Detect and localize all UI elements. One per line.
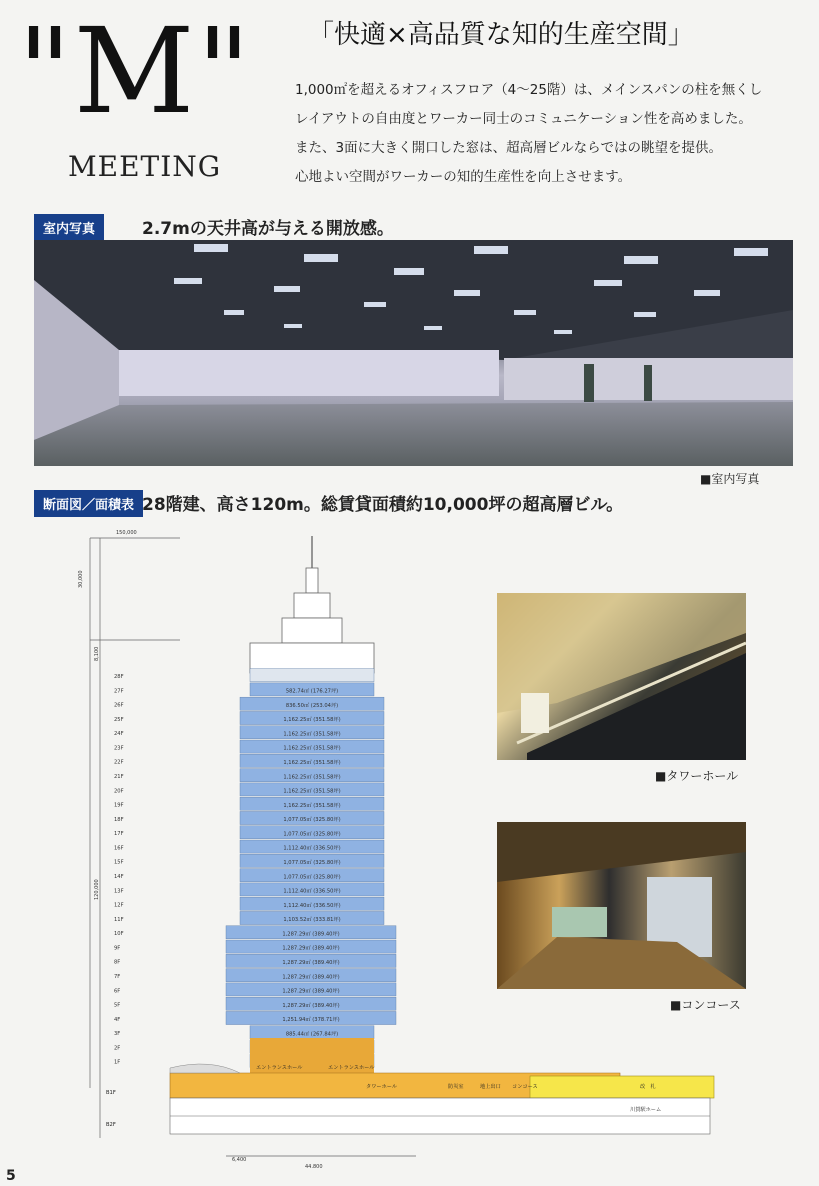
catchphrase: 「快適×高品質な知的生産空間」 [308, 20, 694, 50]
label-concourse: コンコース [512, 1084, 538, 1090]
concourse-photo [497, 822, 746, 989]
floor-label: 10F [114, 931, 124, 938]
floor-label: 13F [114, 888, 124, 895]
floor-label: 6F [114, 988, 121, 995]
dim-total: 120,000 [94, 879, 100, 900]
floor-label: 12F [114, 902, 124, 909]
dim-top: 150,000 [116, 530, 137, 536]
floor-area: 1,162.25㎡ (351.58坪) [283, 717, 341, 724]
floor-area: 1,103.52㎡ (333.81坪) [283, 917, 341, 924]
floor-label: 7F [114, 974, 121, 980]
label-b1f: B1F [106, 1090, 116, 1096]
floor-area: 1,112.40㎡ (336.50坪) [283, 845, 341, 852]
floor-area: 1,251.94㎡ (378.71坪) [282, 1017, 340, 1024]
body-line-3: また、3面に大きく開口した窓は、超高層ビルならではの眺望を提供。 [295, 140, 722, 156]
floor-label: 28F [114, 674, 124, 680]
floor-area: 1,287.29㎡ (389.40坪) [282, 931, 340, 938]
page-number: 5 [6, 1168, 16, 1184]
dim-bay: 6,400 [232, 1157, 247, 1163]
floor-label: 3F [114, 1031, 121, 1038]
interior-photo [34, 240, 793, 466]
body-line-4: 心地よい空間がワーカーの知的生産性を向上させます。 [295, 169, 632, 185]
floor-label: 5F [114, 1002, 121, 1009]
floor-label: 16F [114, 845, 124, 852]
floor-area: 1,287.29㎡ (389.40坪) [282, 945, 340, 952]
floor-area: 1,077.05㎡ (325.80坪) [283, 817, 341, 824]
floor-area: 1,112.40㎡ (336.50坪) [283, 902, 341, 909]
floor-area: 1,287.29㎡ (389.40坪) [282, 960, 340, 966]
floor-area: 1,162.25㎡ (351.58坪) [283, 731, 341, 738]
floor-label: 14F [114, 874, 124, 880]
floor-area: 1,162.25㎡ (351.58坪) [283, 774, 341, 781]
floor-area: 1,112.40㎡ (336.50坪) [283, 888, 341, 895]
floor-label: 19F [114, 802, 124, 809]
tower-crown [250, 536, 374, 673]
dim-width: 44,800 [305, 1164, 323, 1168]
floor-label: 22F [114, 759, 124, 766]
concourse-photo-art [497, 822, 746, 989]
floor-label: 17F [114, 831, 124, 838]
floor-label: 18F [114, 816, 124, 823]
floor-area: 1,162.25㎡ (351.58坪) [283, 788, 341, 795]
interior-photo-art [34, 240, 793, 466]
floor-area: 1,162.25㎡ (351.58坪) [283, 760, 341, 766]
tower-hall-photo-art [497, 593, 746, 760]
label-platform: 川賀駅ホーム [630, 1107, 662, 1113]
floor-label: 24F [114, 731, 124, 738]
floor-label: 20F [114, 788, 124, 795]
interior-headline: 2.7mの天井高が与える開放感。 [142, 219, 394, 239]
dim-crown: 8,100 [94, 646, 100, 661]
floor-area: 836.50㎡ (253.04坪) [285, 702, 339, 709]
interior-tag: 室内写真 [34, 214, 104, 241]
concourse-caption: ■コンコース [670, 998, 741, 1012]
floor-area: 1,287.29㎡ (389.40坪) [282, 988, 340, 995]
floor-area: 582.74㎡ (176.27坪) [285, 688, 339, 695]
floor-area: 1,077.05㎡ (325.80坪) [283, 874, 341, 881]
floor-area: 1,162.25㎡ (351.58坪) [283, 802, 341, 809]
floor-label: 27F [114, 688, 124, 695]
floor-label: 23F [114, 745, 124, 752]
floor-band [250, 669, 374, 682]
podium [170, 1038, 714, 1134]
label-exit: 地上出口 [480, 1084, 501, 1090]
tower-hall-caption: ■タワーホール [655, 769, 739, 783]
floor-area: 1,287.29㎡ (389.40坪) [282, 1002, 340, 1009]
body-line-1: 1,000㎡を超えるオフィスフロア（4～25階）は、メインスパンの柱を無くし [295, 82, 763, 98]
floor-label: 15F [114, 859, 124, 866]
section-word: MEETING [68, 150, 222, 183]
section-tag: 断面図／面積表 [34, 490, 143, 517]
floor-label: 2F [114, 1045, 121, 1052]
label-ticket-gate: 改 札 [640, 1084, 656, 1090]
interior-caption: ■室内写真 [700, 472, 760, 486]
floor-label: 1F [114, 1059, 121, 1066]
floor-label: 26F [114, 702, 124, 709]
floor-label: 8F [114, 959, 121, 966]
label-b2f: B2F [106, 1122, 116, 1128]
floor-area: 1,287.29㎡ (389.40坪) [282, 974, 340, 981]
label-entrance-right: エントランスホール [328, 1065, 375, 1071]
section-letter: "M" [17, 2, 253, 140]
floor-area: 1,077.05㎡ (325.80坪) [283, 831, 341, 838]
label-entrance-left: エントランスホール [256, 1065, 303, 1071]
section-headline: 28階建、高さ120m。総賃貸面積約10,000坪の超高層ビル。 [142, 495, 624, 515]
dim-spire: 30,000 [78, 570, 84, 588]
label-tower-hall: タワーホール [366, 1084, 398, 1090]
floor-label: 9F [114, 945, 121, 952]
body-line-2: レイアウトの自由度とワーカー同士のコミュニケーション性を高めました。 [295, 111, 752, 127]
floor-area: 885.44㎡ (267.84坪) [285, 1031, 339, 1038]
floor-area: 1,077.05㎡ (325.80坪) [283, 860, 341, 866]
floor-label: 21F [114, 774, 124, 780]
floor-label: 11F [114, 916, 124, 923]
floor-area: 1,162.25㎡ (351.58坪) [283, 745, 341, 752]
label-disaster-room: 防災室 [448, 1084, 464, 1090]
floor-label: 4F [114, 1016, 121, 1023]
floor-label: 25F [114, 716, 124, 723]
tower-hall-photo [497, 593, 746, 760]
